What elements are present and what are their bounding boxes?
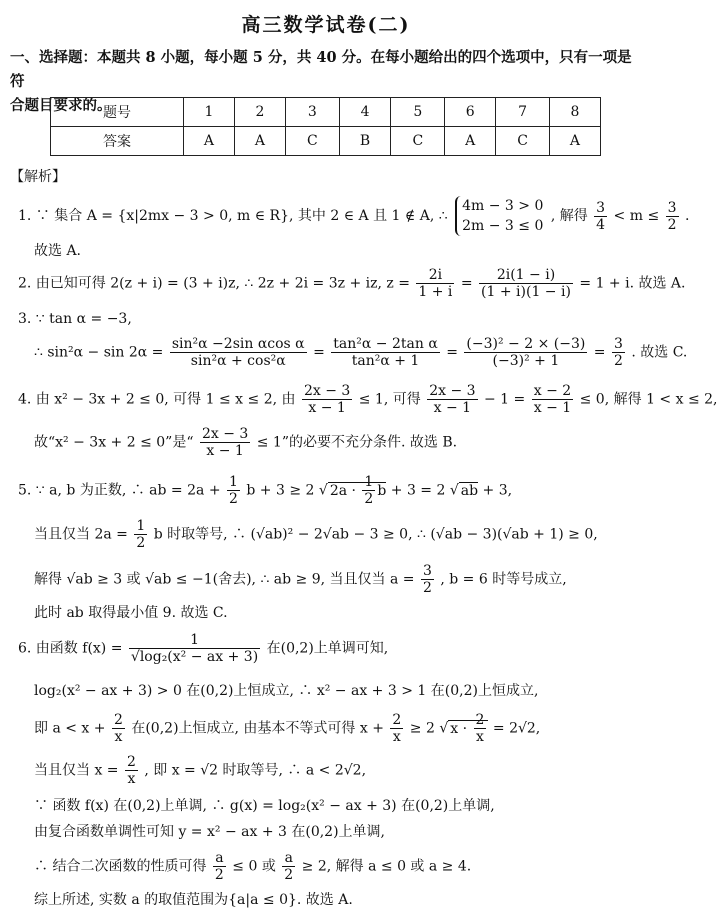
fraction — [302, 383, 352, 416]
q6-line5: ∵ 函数 f(x) 在(0,2)上单调, ∴ g(x) = log₂(x² − ax + 3) 在(0,2)上单调, — [34, 798, 495, 814]
fraction — [200, 426, 250, 459]
q1-system — [455, 196, 543, 236]
analysis-header: 【解析】 — [10, 169, 66, 185]
fraction — [594, 200, 607, 233]
q2-text: 2. 由已知可得 2(z + i) = (3 + i)z, ∴ 2z + 2i = 3z + iz, z = — [18, 275, 410, 292]
denominator: 2 — [214, 867, 224, 883]
q1-text: , 解得 — [550, 208, 588, 224]
q1-system-eq2: 2m − 3 ≤ 0 — [462, 218, 544, 234]
denominator: (1 + i)(1 − i) — [481, 284, 571, 300]
q4-text: 4. 由 x² − 3x + 2 ≤ 0, 可得 1 ≤ x ≤ 2, 由 — [18, 391, 296, 408]
q6-text: ≤ 0 或 — [232, 858, 276, 875]
numerator: sin²α −2sin αcos α — [171, 336, 305, 352]
q6-line8: 综上所述, 实数 a 的取值范围为{a|a ≤ 0}. 故选 A. — [34, 892, 353, 908]
q6-line4 — [34, 754, 366, 787]
fraction — [464, 336, 587, 369]
fraction — [282, 850, 295, 883]
q1-system-eq1: 4m − 3 > 0 — [462, 198, 544, 214]
numerator: 2x − 3 — [201, 426, 249, 442]
fraction — [125, 754, 138, 787]
q3-text: = — [313, 344, 325, 361]
q3-text: = — [446, 344, 458, 361]
q1-text: < m ≤ — [613, 208, 660, 224]
numerator: 2 — [392, 712, 402, 728]
q3-text: . 故选 C. — [631, 344, 688, 361]
q5-text: b 时取等号, ∴ (√ab)² − 2√ab − 3 ≥ 0, ∴ (√ab − 3)(√ab + 1) ≥ 0, — [153, 526, 598, 543]
q1-text: 1. ∵ 集合 A = {x|2mx − 3 > 0, m ∈ R}, 其中 2 ∈ A 且 1 ∉ A, ∴ — [18, 208, 448, 224]
fraction — [421, 563, 434, 596]
q5-text: 5. ∵ a, b 为正数, ∴ ab = 2a + — [18, 482, 221, 499]
table-cell: C — [496, 127, 550, 156]
sqrt-radicand: ab — [460, 482, 479, 499]
fraction — [331, 336, 440, 369]
numerator: 3 — [667, 199, 677, 216]
q1-line1 — [18, 196, 689, 236]
q6-text: , 即 x = √2 时取等号, ∴ a < 2√2, — [144, 762, 367, 779]
q2-line1 — [18, 267, 686, 300]
numerator: 2 — [126, 754, 136, 770]
numerator: 2i(1 − i) — [479, 267, 573, 284]
denominator: 2 — [667, 216, 677, 233]
q5-text: 解得 √ab ≥ 3 或 √ab ≤ −1(舍去), ∴ ab ≥ 9, 当且仅当 a = — [34, 571, 415, 588]
q6-text: = 2√2, — [492, 720, 541, 737]
sqrt-sign: √ — [449, 482, 459, 499]
q5-text: + 3 = 2 — [390, 482, 446, 499]
q5-line1 — [18, 474, 512, 507]
denominator: 1 + i — [418, 284, 453, 300]
sqrt-radicand — [328, 474, 387, 507]
q3-text: = — [593, 344, 606, 361]
table-cell: 7 — [496, 98, 550, 127]
numerator: 2x − 3 — [303, 383, 351, 399]
q6-text: x · — [450, 720, 468, 737]
denominator: x — [392, 729, 401, 745]
q5-text: 当且仅当 2a = — [34, 526, 128, 543]
denominator: x — [114, 729, 123, 745]
q3-line2 — [34, 336, 687, 369]
q2-text: = — [460, 275, 473, 292]
q4-line2 — [34, 426, 457, 459]
denominator: 4 — [596, 216, 606, 233]
q6-line2: log₂(x² − ax + 3) > 0 在(0,2)上恒成立, ∴ x² − ax + 3 > 1 在(0,2)上恒成立, — [34, 683, 539, 699]
denominator: 2 — [613, 353, 623, 369]
numerator: 2i — [416, 267, 454, 284]
q4-text: 故“x² − 3x + 2 ≤ 0”是“ — [34, 434, 194, 451]
denominator: tan²α + 1 — [351, 353, 420, 369]
q1-text: . — [685, 208, 690, 224]
fraction — [129, 632, 260, 665]
q5-text: , b = 6 时等号成立, — [440, 571, 567, 588]
q6-text: ≥ 2 — [409, 720, 435, 737]
q1-line2: 故选 A. — [34, 243, 82, 259]
fraction — [227, 474, 240, 507]
denominator: 2 — [229, 491, 238, 507]
denominator: 2 — [136, 535, 146, 551]
denominator: 2 — [422, 580, 432, 596]
q5-line4: 此时 ab 取得最小值 9. 故选 C. — [34, 605, 228, 621]
fraction — [213, 850, 226, 883]
section-instructions-line1: 一、选择题：本题共 8 小题，每小题 5 分，共 40 分。在每小题给出的四个选项中，只有一项是符 — [10, 49, 632, 90]
numerator: 2 — [475, 712, 485, 728]
denominator: 2 — [364, 491, 374, 507]
q5-text: + 3, — [482, 482, 513, 499]
table-cell: C — [285, 127, 339, 156]
table-cell: 1 — [183, 98, 234, 127]
fraction — [427, 383, 477, 416]
answer-table-row-answers — [51, 127, 601, 156]
q4-text: − 1 = — [484, 391, 526, 408]
q5-text: b + 3 ≥ 2 — [246, 482, 315, 499]
table-cell: C — [391, 127, 445, 156]
q3-line1: 3. ∵ tan α = −3, — [18, 311, 132, 327]
numerator: 1 — [129, 632, 260, 649]
q5-line3 — [34, 563, 567, 596]
table-cell: 4 — [339, 98, 391, 127]
row-label: 题号 — [51, 98, 184, 127]
fraction — [390, 712, 403, 745]
fraction — [112, 712, 125, 745]
q6-line1 — [18, 632, 388, 665]
q6-text: 即 a < x + — [34, 720, 106, 737]
fraction — [416, 267, 454, 300]
numerator: 1 — [364, 474, 374, 490]
numerator: 3 — [613, 336, 623, 352]
row-label: 答案 — [51, 127, 184, 156]
answer-table-row-numbers — [51, 98, 601, 127]
q6-text: ∴ 结合二次函数的性质可得 — [34, 858, 207, 875]
q6-line3 — [34, 712, 540, 745]
fraction — [666, 200, 679, 233]
denominator: x − 1 — [206, 443, 244, 459]
numerator: 1 — [136, 518, 146, 534]
fraction — [612, 336, 625, 369]
fraction — [362, 474, 375, 507]
denominator: x − 1 — [533, 400, 572, 416]
answer-table — [50, 97, 601, 156]
table-cell: A — [445, 127, 496, 156]
fraction — [170, 336, 307, 369]
q6-text: 6. 由函数 f(x) = — [18, 640, 123, 657]
sqrt-sign: √ — [318, 482, 328, 499]
table-cell: A — [234, 127, 285, 156]
denominator: x − 1 — [308, 400, 346, 416]
q6-text: ≥ 2, 解得 a ≤ 0 或 a ≥ 4. — [301, 858, 472, 875]
numerator: 1 — [229, 474, 238, 490]
numerator: a — [282, 850, 295, 867]
table-cell: 3 — [285, 98, 339, 127]
q6-text: 在(0,2)上恒成立, 由基本不等式可得 x + — [131, 720, 384, 737]
table-cell: 2 — [234, 98, 285, 127]
table-cell: A — [183, 127, 234, 156]
q4-text: ≤ 1, 可得 — [358, 391, 421, 408]
fraction — [134, 518, 147, 551]
fraction — [479, 267, 573, 300]
denominator: √log₂(x² − ax + 3) — [130, 649, 259, 665]
sqrt-radicand — [448, 712, 488, 745]
denominator: 2 — [284, 867, 294, 883]
table-cell: 8 — [549, 98, 600, 127]
q4-line1 — [18, 383, 718, 416]
q5-line2 — [34, 518, 598, 551]
table-cell: B — [339, 127, 391, 156]
table-cell: 5 — [391, 98, 445, 127]
q6-line7 — [34, 850, 471, 883]
table-cell: A — [549, 127, 600, 156]
q6-text: 在(0,2)上单调可知, — [266, 640, 389, 657]
q6-text: 当且仅当 x = — [34, 762, 119, 779]
numerator: x − 2 — [533, 383, 572, 399]
page-title: 高三数学试卷(二) — [241, 14, 411, 36]
denominator: x − 1 — [433, 400, 472, 416]
q5-text: 2a · — [329, 482, 356, 499]
fraction — [474, 712, 487, 745]
fraction — [532, 383, 573, 416]
numerator: 3 — [422, 563, 432, 579]
numerator: 3 — [596, 199, 606, 216]
numerator: tan²α − 2tan α — [333, 336, 438, 352]
q2-text: = 1 + i. 故选 A. — [579, 275, 686, 292]
numerator: a — [213, 850, 226, 867]
numerator: 2 — [113, 712, 123, 728]
q5-text: b — [377, 482, 387, 499]
q3-text: ∴ sin²α − sin 2α = — [34, 344, 164, 361]
q6-line6: 由复合函数单调性可知 y = x² − ax + 3 在(0,2)上单调, — [34, 824, 385, 840]
sqrt-sign: √ — [439, 720, 449, 737]
q4-text: ≤ 0, 解得 1 < x ≤ 2, — [579, 391, 718, 408]
denominator: sin²α + cos²α — [190, 353, 286, 369]
numerator: (−3)² − 2 × (−3) — [466, 336, 586, 352]
table-cell: 6 — [445, 98, 496, 127]
q4-text: ≤ 1”的必要不充分条件. 故选 B. — [256, 434, 458, 451]
numerator: 2x − 3 — [429, 383, 476, 399]
section-instructions-line2: 合题目要求的。 — [10, 97, 112, 114]
denominator: x — [476, 729, 484, 745]
denominator: (−3)² + 1 — [492, 353, 560, 369]
denominator: x — [127, 771, 136, 787]
